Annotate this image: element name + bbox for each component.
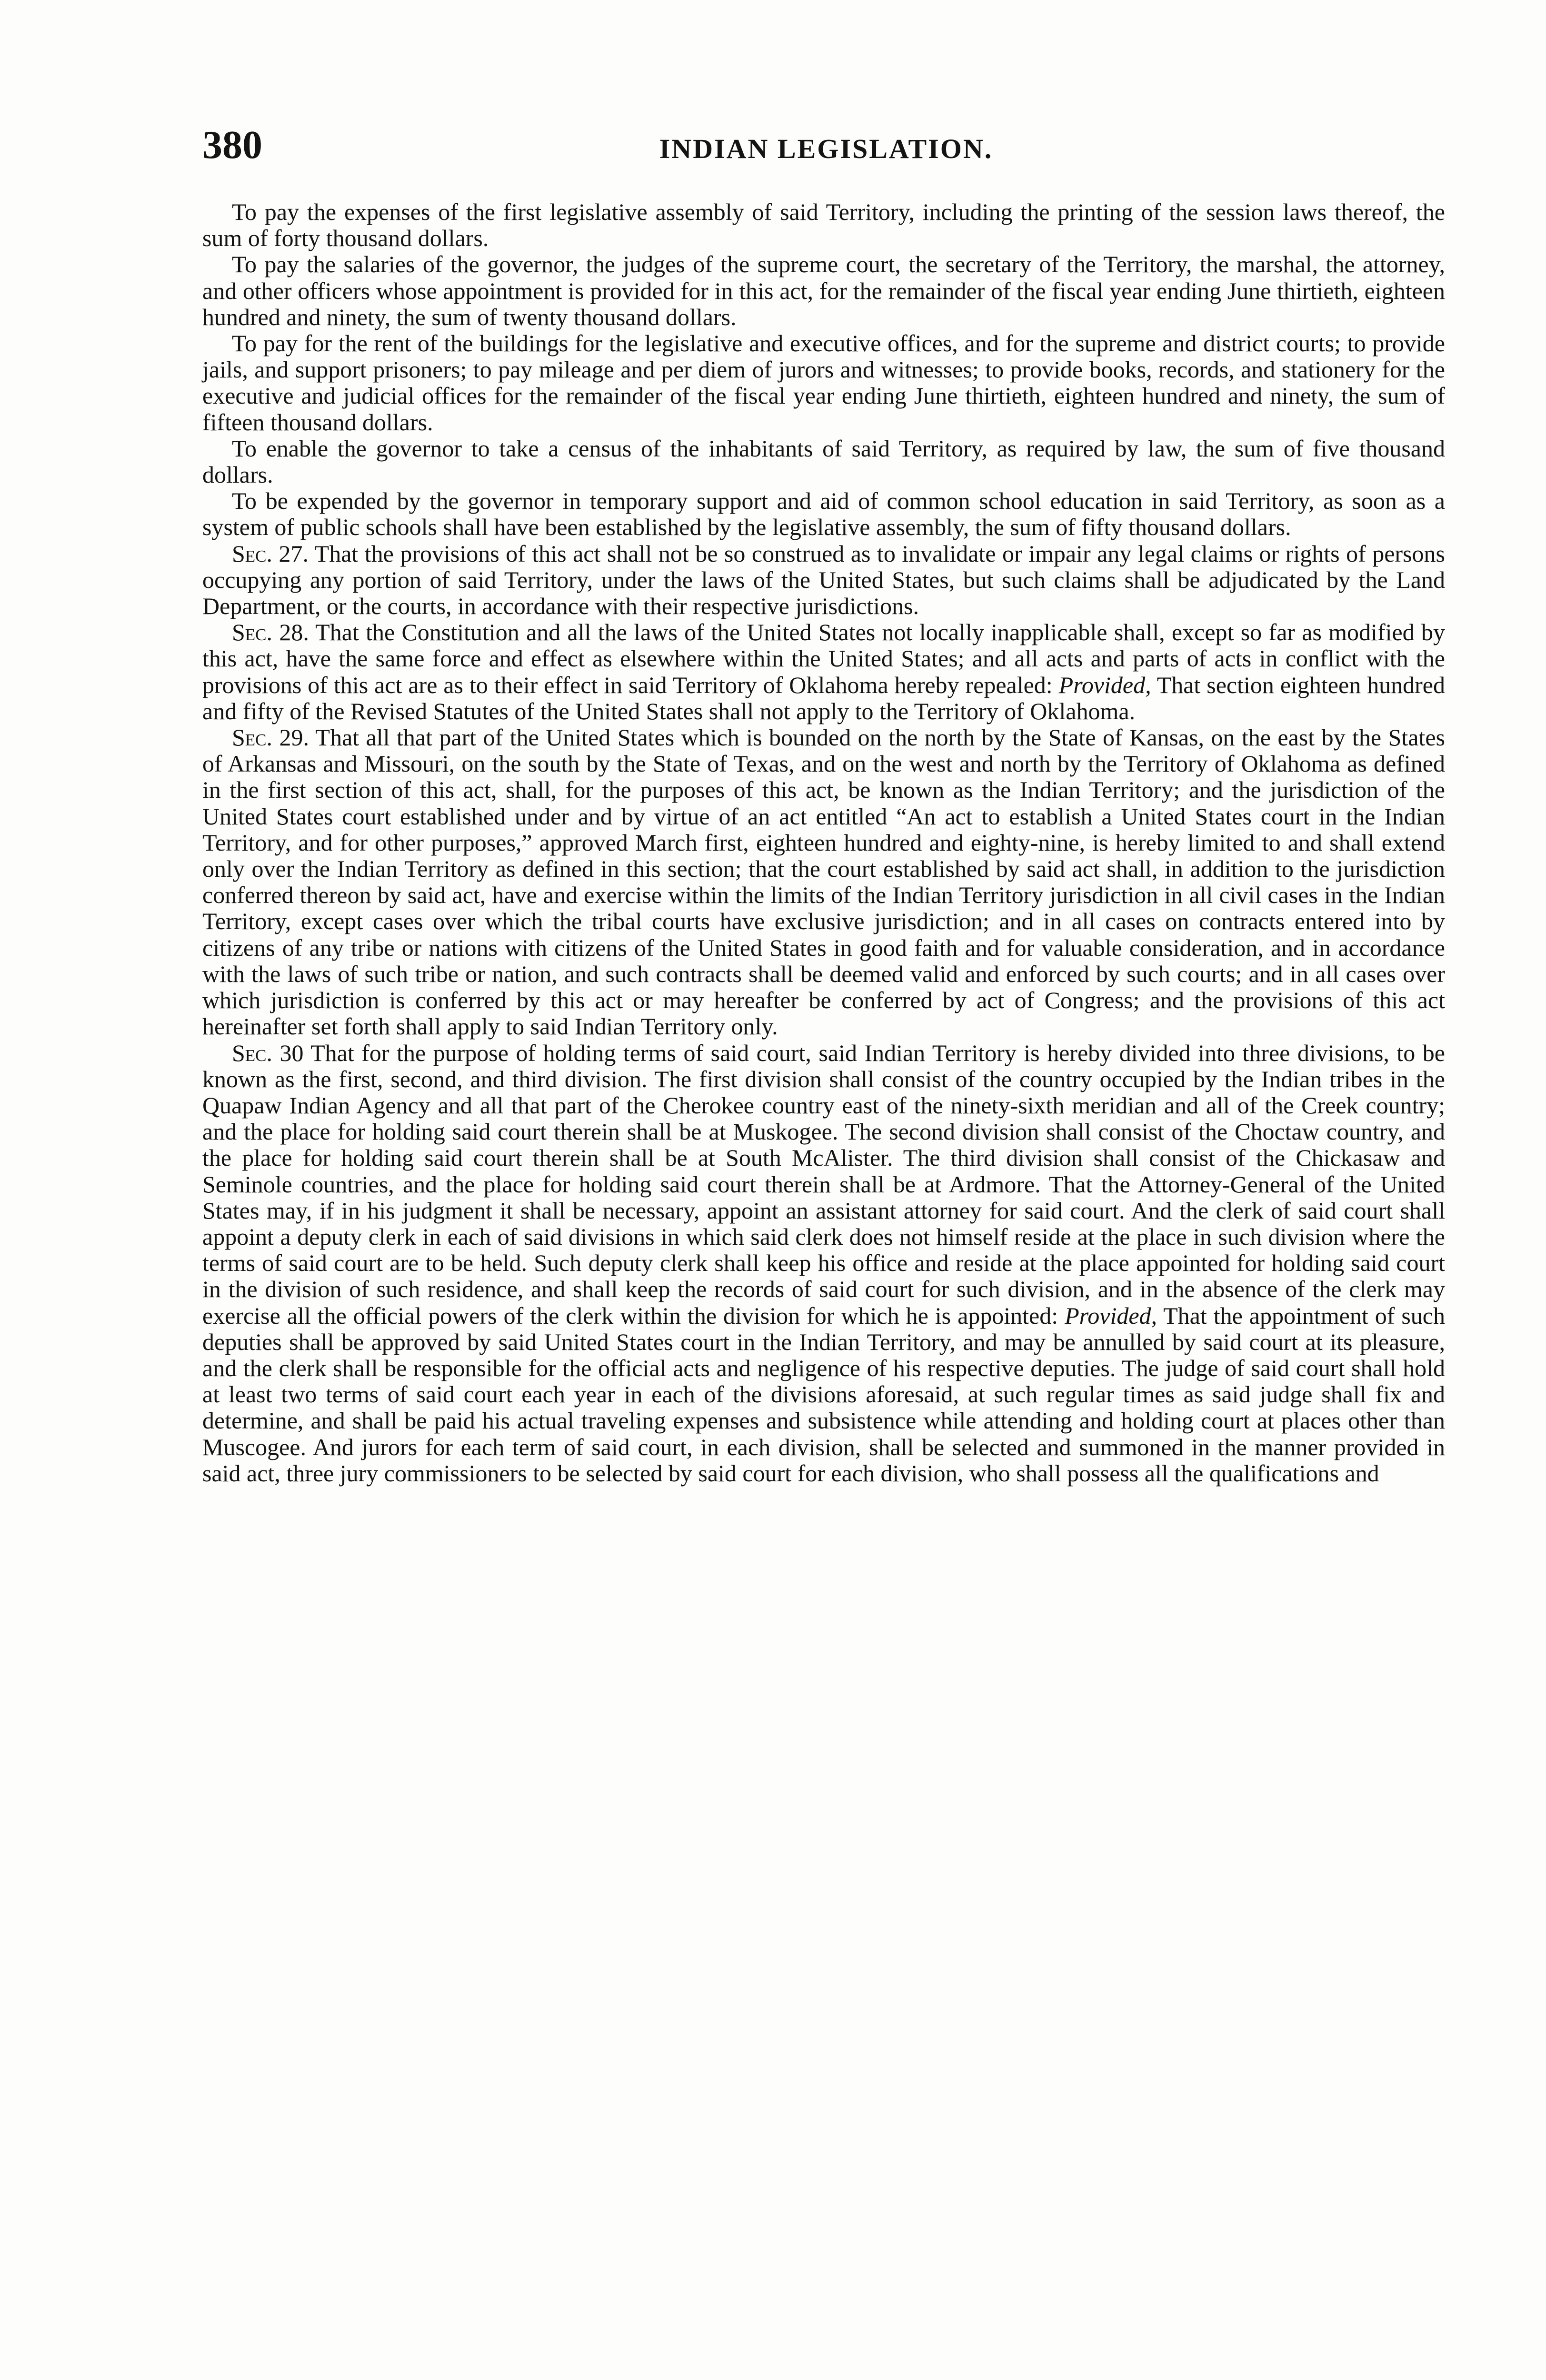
section-label: Sec. 30 <box>232 1039 304 1066</box>
paragraph-rent <box>202 330 1445 436</box>
provided-italic: Provided, <box>1058 671 1151 698</box>
running-title: INDIAN LEGISLATION. <box>659 133 993 164</box>
page-number: 380 <box>202 123 262 167</box>
section-label: Sec. 27. <box>232 540 309 567</box>
paragraph-text: To be expended by the governor in temporary support and aid of common school education in said Territory, as soon as a system of public schools shall have been established by the legislative assembly, the sum of fifty thousand dollars. <box>202 487 1445 541</box>
paragraph-text-continued: That section eighteen hundred and fifty of the Revised Statutes of the United States shall not apply to the Territory of Oklahoma. <box>202 671 1445 724</box>
paragraph-text: To enable the governor to take a census of the inhabitants of said Territory, as required by law, the sum of five thousand dollars. <box>202 435 1445 488</box>
paragraph-text: That the provisions of this act shall not be so construed as to invalidate or impair any legal claims or rights of persons occupying any portion of said Territory, under the laws of the United States, but such claims shall be adjudicated by the Land Department, or the courts, in accordance with their respective jurisdictions. <box>202 540 1445 620</box>
paragraph-text: That the Constitution and all the laws of the United States not locally inapplicable shall, except so far as modified by this act, have the same force and effect as elsewhere within the United States; and all acts and parts of acts in conflict with the provisions of this act are as to their effect in said Territory of Oklahoma hereby repealed: <box>202 619 1445 698</box>
paragraph-text: To pay for the rent of the buildings for the legislative and executive offices, and for the supreme and district courts; to provide jails, and support prisoners; to pay mileage and per diem of jurors and witnesses; to provide books, records, and stationery for the executive and judicial offices for the remainder of the fiscal year ending June thirtieth, eighteen hundred and ninety, the sum of fifteen thousand dollars. <box>202 330 1445 436</box>
paragraph-text: That all that part of the United States which is bounded on the north by the State of Kansas, on the east by the States of Arkansas and Missouri, on the south by the State of Texas, and on the west and north by the Territory of Oklahoma as defined in the first section of this act, shall, for the purposes of this act, be known as the Indian Territory; and the jurisdiction of the United States court established under and by virtue of an act entitled “An act to establish a United States court in the Indian Territory, and for other purposes,” approved March first, eighteen hundred and eighty-nine, is hereby limited to and shall extend only over the Indian Territory as defined in this section; that the court established by said act shall, in addition to the jurisdiction conferred thereon by said act, have and exercise within the limits of the Indian Territory jurisdiction in all civil cases in the Indian Territory, except cases over which the tribal courts have exclusive jurisdiction; and in all cases on contracts entered into by citizens of any tribe or nations with citizens of the United States in good faith and for valuable consideration, and in accordance with the laws of such tribe or nation, and such contracts shall be deemed valid and enforced by such courts; and in all cases over which jurisdiction is conferred by this act or may hereafter be conferred by act of Congress; and the provisions of this act hereinafter set forth shall apply to said Indian Territory only. <box>202 724 1445 1040</box>
page-header <box>202 121 1450 174</box>
section-label: Sec. 29. <box>232 724 309 751</box>
paragraph-salaries <box>202 251 1445 330</box>
section-30 <box>202 1040 1445 1487</box>
section-label: Sec. 28. <box>232 619 309 646</box>
paragraph-text-continued: That the appointment of such deputies shall be approved by said United States court in the Indian Territory, and may be annulled by said court at its pleasure, and the clerk shall be responsible for the official acts and negligence of his respective deputies. The judge of said court shall hold at least two terms of said court each year in each of the divisions aforesaid, at such regular times as said judge shall fix and determine, and shall be paid his actual traveling expenses and subsistence while attending and holding court at places other than Muscogee. And jurors for each term of said court, in each division, shall be selected and summoned in the manner provided in said act, three jury commissioners to be selected by said court for each division, who shall possess all the qualifications and <box>202 1302 1446 1487</box>
paragraph-text: To pay the salaries of the governor, the judges of the supreme court, the secretary of the Territory, the marshal, the attorney, and other officers whose appointment is provided for in this act, for the remainder of the fiscal year ending June thirtieth, eighteen hundred and ninety, the sum of twenty thousand dollars. <box>202 251 1445 330</box>
paragraph-school-education <box>202 488 1445 540</box>
section-27 <box>202 541 1445 620</box>
body-text <box>202 199 1445 1487</box>
paragraph-census <box>202 436 1445 488</box>
paragraph-text: To pay the expenses of the first legislative assembly of said Territory, including the printing of the session laws thereof, the sum of forty thousand dollars. <box>202 198 1445 252</box>
section-28 <box>202 619 1445 724</box>
paragraph-text: That for the purpose of holding terms of said court, said Indian Territory is hereby divided into three divisions, to be known as the first, second, and third division. The first division shall consist of the country occupied by the Indian tribes in the Quapaw Indian Agency and all that part of the Cherokee country east of the ninety-sixth meridian and all of the Creek country; and the place for holding said court therein shall be at Muskogee. The second division shall consist of the Choctaw country, and the place for holding said court therein shall be at South McAlister. The third division shall consist of the Chickasaw and Seminole countries, and the place for holding said court therein shall be at Ardmore. That the Attorney-General of the United States may, if in his judgment it shall be necessary, appoint an assistant attorney for said court. And the clerk of said court shall appoint a deputy clerk in each of said divisions in which said clerk does not himself reside at the place in such division where the terms of said court are to be held. Such deputy clerk shall keep his office and reside at the place appointed for holding said court in the division of such residence, and shall keep the records of said court for such division, and in the absence of the clerk may exercise all the official powers of the clerk within the division for which he is appointed: <box>202 1039 1445 1329</box>
paragraph-legislative-expenses <box>202 199 1445 251</box>
section-29 <box>202 724 1445 1040</box>
provided-italic: Provided, <box>1065 1302 1157 1329</box>
